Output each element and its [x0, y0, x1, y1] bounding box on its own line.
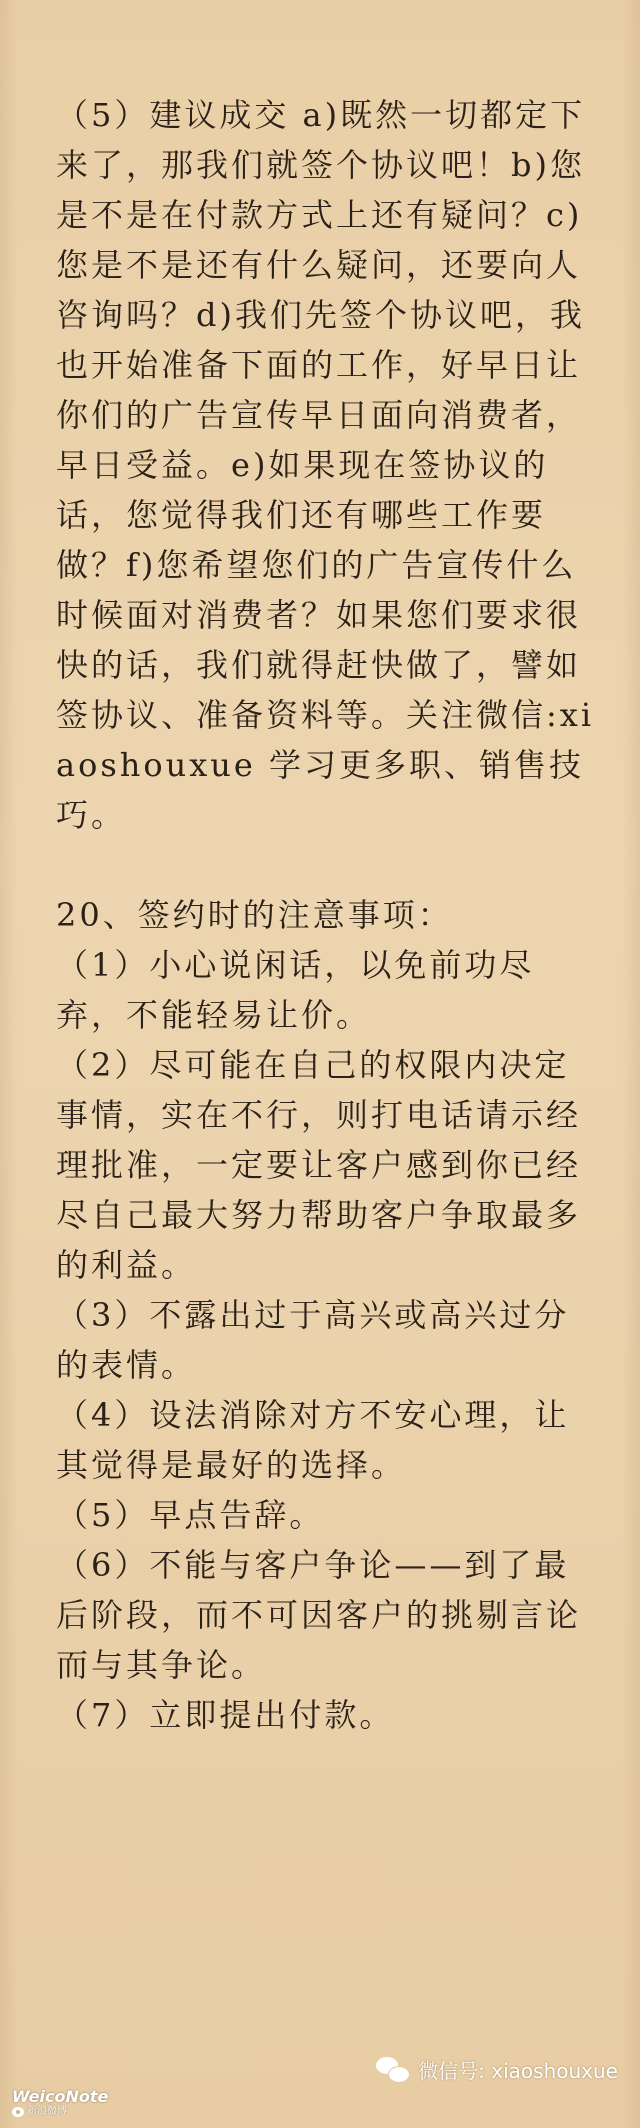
list-item: （7）立即提出付款。: [56, 1696, 395, 1734]
list-item: （5）早点告辞。: [56, 1496, 325, 1534]
list-item: （1）小心说闲话，以免前功尽弃，不能轻易让价。: [56, 946, 535, 1034]
paragraph-suggest-deal: （5）建议成交 a)既然一切都定下来了，那我们就签个协议吧！b)您是不是在付款方式上还有疑问？c)您是不是还有什么疑问，还要向人咨询吗？d)我们先签个协议吧，我也开始准备下面的工作，好早日让你们的广告宣传早日面向消费者，早日受益。e)如果现在签协议的话，您觉得我们还有哪些工作要 做？f)您希望您们的广告宣传什么时候面对消费者？如果您们要求很快的话，我们就得赶快做了，譬如签协议、准备资料等。关注微信:xiaoshouxue 学习更多职、销售技巧。: [56, 96, 595, 834]
note-body: [56, 90, 604, 1740]
section-heading: 20、签约时的注意事项：: [56, 896, 453, 934]
app-brand: WeicoNote: [12, 2087, 109, 2106]
wechat-id: 微信号: xiaoshouxue: [418, 2059, 618, 2083]
wechat-icon: [376, 2057, 410, 2083]
list-item: （3）不露出过于高兴或高兴过分的表情。: [56, 1296, 570, 1384]
weibo-label-row: [12, 2106, 112, 2118]
list-item: （4）设法消除对方不安心理，让其觉得是最好的选择。: [56, 1396, 570, 1484]
list-item: （6）不能与客户争论——到了最后阶段，而不可因客户的挑剔言论而与其争论。: [56, 1546, 582, 1684]
weico-note-watermark: [12, 2088, 112, 2118]
weibo-icon: [12, 2107, 24, 2117]
list-item: （2）尽可能在自己的权限内决定事情，实在不行，则打电话请示经理批准，一定要让客户感到你已经尽自己最大努力帮助客户争取最多的利益。: [56, 1046, 582, 1284]
paragraph-spacer: [56, 840, 604, 890]
weibo-label: 新浪微博: [27, 2106, 67, 2117]
wechat-watermark: [376, 2055, 618, 2084]
